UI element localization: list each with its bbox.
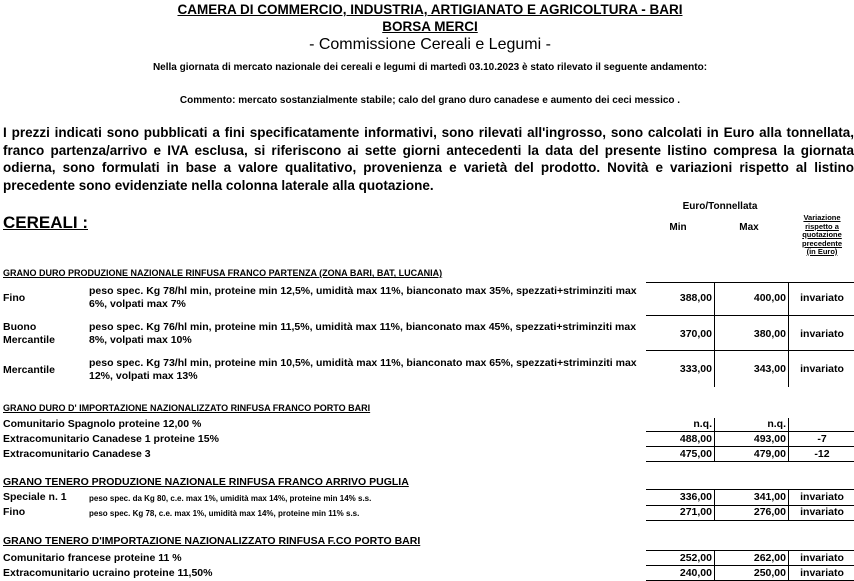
price-max: 276,00 <box>753 506 786 518</box>
row-label: Extracomunitario ucraino proteine 11,50% <box>3 567 213 579</box>
price-min: 388,00 <box>679 292 712 304</box>
price-variation: invariato <box>800 292 844 304</box>
row-description: peso spec. Kg 78/hl min, proteine min 12,5%, umidità max 11%, bianconato max 35%, spezzati+striminziti max 6%, volpati max 7% <box>89 285 637 310</box>
row-description: peso spec. Kg 76/hl min, proteine min 11,5%, umidità max 11%, bianconato max 45%, spezzati+striminziti max 8%, volpati max 10% <box>89 321 637 346</box>
price-max: 479,00 <box>753 448 786 460</box>
row-description: peso spec. da Kg 80, c.e. max 1%, umidità max 14%, proteine min 14% s.s. <box>89 494 372 503</box>
row-label: Comunitario francese proteine 11 % <box>3 552 182 564</box>
price-min: 475,00 <box>679 448 712 460</box>
price-min: 333,00 <box>679 363 712 375</box>
group-title: GRANO DURO D' IMPORTAZIONE NAZIONALIZZATO RINFUSA FRANCO PORTO BARI <box>3 403 371 413</box>
col-max-header: Max <box>739 222 759 233</box>
price-min: n.q. <box>693 418 712 430</box>
commission-title: - Commissione Cereali e Legumi - <box>309 36 551 53</box>
row-label: Comunitario Spagnolo proteine 12,00 % <box>3 418 202 430</box>
chamber-title: CAMERA DI COMMERCIO, INDUSTRIA, ARTIGIANATO E AGRICOLTURA - BARI <box>177 2 683 17</box>
price-max: 400,00 <box>753 292 786 304</box>
price-min: 271,00 <box>679 506 712 518</box>
row-label: Buono Mercantile <box>3 321 55 346</box>
row-description: peso spec. Kg 73/hl min, proteine min 10,5%, umidità max 11%, bianconato max 65%, spezzati+striminziti max 12%, volpati max 13% <box>89 357 637 382</box>
col-variation-header: Variazione rispetto a quotazione precedente (in Euro) <box>801 213 843 256</box>
group-title: GRANO DURO PRODUZIONE NAZIONALE RINFUSA FRANCO PARTENZA (ZONA BARI, BAT, LUCANIA) <box>3 268 443 278</box>
price-variation: invariato <box>800 363 844 375</box>
price-max: 380,00 <box>753 328 786 340</box>
price-variation: -7 <box>817 433 827 445</box>
col-min-header: Min <box>669 222 687 233</box>
row-label: Extracomunitario Canadese 1 proteine 15% <box>3 433 219 445</box>
price-min: 240,00 <box>679 567 712 579</box>
row-description: peso spec. Kg 78, c.e. max 1%, umidità max 14%, proteine min 11% s.s. <box>89 509 360 518</box>
exchange-title: BORSA MERCI <box>382 19 478 34</box>
price-variation: invariato <box>800 552 844 564</box>
row-label: Fino <box>3 292 26 304</box>
row-label: Mercantile <box>3 364 55 376</box>
row-label: Fino <box>3 506 26 518</box>
price-max: 493,00 <box>753 433 786 445</box>
group-title: GRANO TENERO PRODUZIONE NAZIONALE RINFUSA FRANCO ARRIVO PUGLIA <box>3 476 409 488</box>
price-min: 336,00 <box>679 491 712 503</box>
price-max: n.q. <box>767 418 786 430</box>
price-variation: invariato <box>800 506 844 518</box>
price-variation: invariato <box>800 328 844 340</box>
price-max: 262,00 <box>753 552 786 564</box>
price-min: 488,00 <box>679 433 712 445</box>
price-variation: -12 <box>814 448 830 460</box>
market-day-text: Nella giornata di mercato nazionale dei cereali e legumi di martedì 03.10.2023 è stato rilevato il seguente andamento: <box>152 62 708 73</box>
unit-header: Euro/Tonnellata <box>682 201 758 212</box>
row-label: Extracomunitario Canadese 3 <box>3 448 151 460</box>
group-title: GRANO TENERO D'IMPORTAZIONE NAZIONALIZZATO RINFUSA F.CO PORTO BARI <box>3 535 421 547</box>
price-min: 252,00 <box>679 552 712 564</box>
intro-paragraph: I prezzi indicati sono pubblicati a fini specificatamente informativi, sono rilevati all'ingrosso, sono calcolati in Euro alla tonnellata, franco partenza/arrivo e IVA esclusa, si riferiscono ai sette giorni antecedenti la data del presente listino compresa la giornata odierna, sono formulati in base a valore qualitativo, provenienza e varietà del prodotto. Novità e variazioni rispetto al listino precedente sono evidenziate nella colonna laterale alla quotazione. <box>3 125 854 193</box>
price-variation: invariato <box>800 491 844 503</box>
price-max: 343,00 <box>753 363 786 375</box>
price-max: 341,00 <box>753 491 786 503</box>
section-title-cereali: CEREALI : <box>3 213 88 232</box>
market-comment: Commento: mercato sostanzialmente stabile; calo del grano duro canadese e aumento dei ceci messico . <box>179 95 681 106</box>
price-variation: invariato <box>800 567 844 579</box>
row-label: Speciale n. 1 <box>3 491 67 503</box>
price-min: 370,00 <box>679 328 712 340</box>
price-max: 250,00 <box>753 567 786 579</box>
